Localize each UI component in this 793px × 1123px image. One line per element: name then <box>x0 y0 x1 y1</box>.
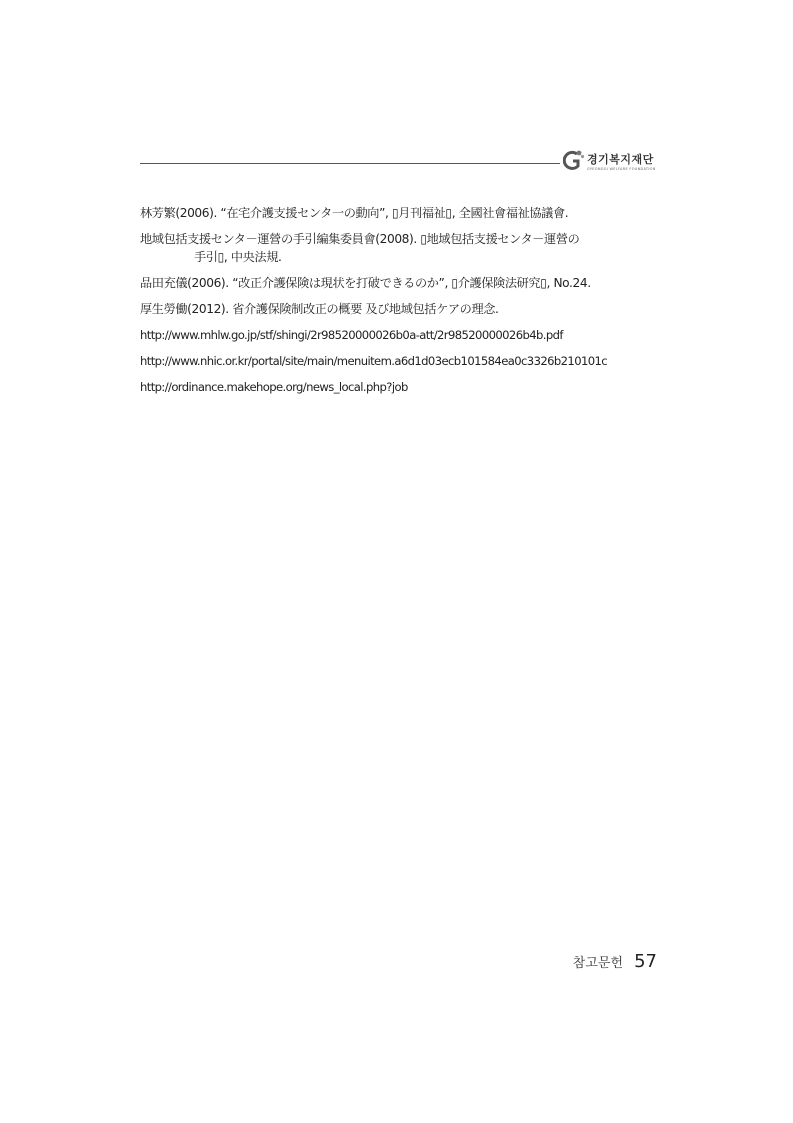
foundation-name-en: GYEONGGI WELFARE FOUNDATION <box>587 167 656 171</box>
reference-url <box>140 326 660 344</box>
reference-url <box>140 378 660 396</box>
foundation-name: 경기복지재단 <box>587 153 654 166</box>
reference-text: 林芳繁(2006). “在宅介護支援センタ一の動向”, ▯月刊福祉▯, 全國社會福祉協議會. <box>140 206 569 220</box>
page-footer <box>573 951 657 972</box>
foundation-logo <box>563 148 658 178</box>
reference-url-text: http://www.nhic.or.kr/portal/site/main/menuitem.a6d1d03ecb101584ea0c3326b210101c <box>140 354 608 368</box>
header-rule <box>140 163 560 164</box>
reference-item <box>140 300 660 318</box>
section-label: 참고문헌 <box>572 956 623 971</box>
reference-item <box>140 230 660 266</box>
reference-list <box>140 204 660 404</box>
reference-text-continuation: 手引▯, 中央法規. <box>194 250 282 264</box>
reference-text: 厚生勞働(2012). 省介護保険制改正の概要 及び地域包括ケアの理念. <box>140 302 499 316</box>
page-number: 57 <box>634 951 657 972</box>
reference-url-text: http://ordinance.makehope.org/news_local.php?job <box>140 380 408 394</box>
reference-url <box>140 352 660 370</box>
reference-text: 地域包括支援センタ－運營の手引編集委員會(2008). ▯地域包括支援センタ－運營の <box>140 232 580 246</box>
reference-url-text: http://www.mhlw.go.jp/stf/shingi/2r98520000026b0a-att/2r98520000026b4b.pdf <box>140 328 563 342</box>
foundation-emblem-icon <box>563 148 585 174</box>
reference-item <box>140 274 660 292</box>
reference-item <box>140 204 660 222</box>
reference-text: 品田充儀(2006). “改正介護保険は現状を打破できるのか”, ▯介護保険法研究▯, No.24. <box>140 276 591 290</box>
